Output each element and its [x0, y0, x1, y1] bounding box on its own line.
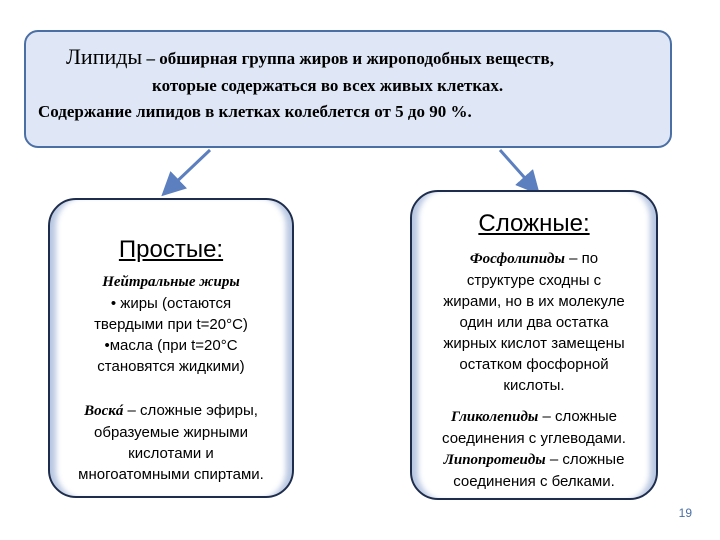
glycolipids-block — [426, 406, 642, 492]
phospho-line-7: кислоты. — [503, 377, 565, 394]
phospho-line-6: остатком фосфорной — [459, 356, 609, 373]
fats-line-4: становятся жидкими) — [97, 358, 245, 375]
glycolipids-rest: – сложные — [538, 408, 618, 425]
wax-line-4: многоатомными спиртами. — [78, 466, 264, 483]
phospholipids-term: Фосфолипиды — [469, 251, 565, 267]
definition-line-1-rest: – обширная группа жиров и жироподобных веществ, — [142, 49, 554, 68]
phospho-line-3: жирами, но в их молекуле — [443, 293, 625, 310]
lipo-line-2: соединения с белками. — [453, 473, 615, 490]
lipoproteins-term: Липопротеиды — [443, 452, 546, 468]
fats-line-2: твердыми при t=20°C) — [94, 316, 248, 333]
arrow-to-complex — [500, 150, 532, 186]
definition-line-2: которые содержаться во всех живых клетках. — [152, 76, 504, 95]
simple-heading: Простые: — [118, 236, 224, 263]
glycolipids-term: Гликолепиды — [450, 409, 539, 425]
wax-line-2: образуемые жирными — [94, 424, 248, 441]
complex-lipids-panel — [410, 190, 658, 500]
arrow-to-simple — [170, 150, 210, 188]
glyco-line-2: соединения с углеводами. — [442, 430, 626, 447]
phospholipids-rest: – по — [564, 250, 599, 267]
simple-lipids-panel — [48, 198, 294, 498]
phospho-line-2: структуре сходны с — [466, 272, 602, 289]
phospho-line-5: жирных кислот замещены — [443, 335, 625, 352]
wax-block — [64, 400, 278, 485]
wax-term: Воскá — [84, 403, 124, 419]
complex-heading: Сложные: — [478, 210, 590, 237]
fats-line-3: •масла (при t=20°C — [104, 337, 238, 354]
definition-line-3: Содержание липидов в клетках колеблется от 5 до 90 %. — [38, 102, 472, 121]
fats-line-1: • жиры (остаются — [110, 295, 232, 312]
phospholipids-block — [426, 248, 642, 396]
wax-line-3: кислотами и — [128, 445, 214, 462]
lipids-term: Липиды — [66, 44, 143, 69]
lipoproteins-rest: – сложные — [545, 451, 625, 468]
wax-rest: – сложные эфиры, — [123, 402, 258, 419]
neutral-fats-block — [64, 272, 278, 377]
neutral-fats-term: Нейтральные жиры — [102, 274, 240, 290]
phospho-line-4: один или два остатка — [459, 314, 609, 331]
page-number: 19 — [678, 506, 692, 520]
